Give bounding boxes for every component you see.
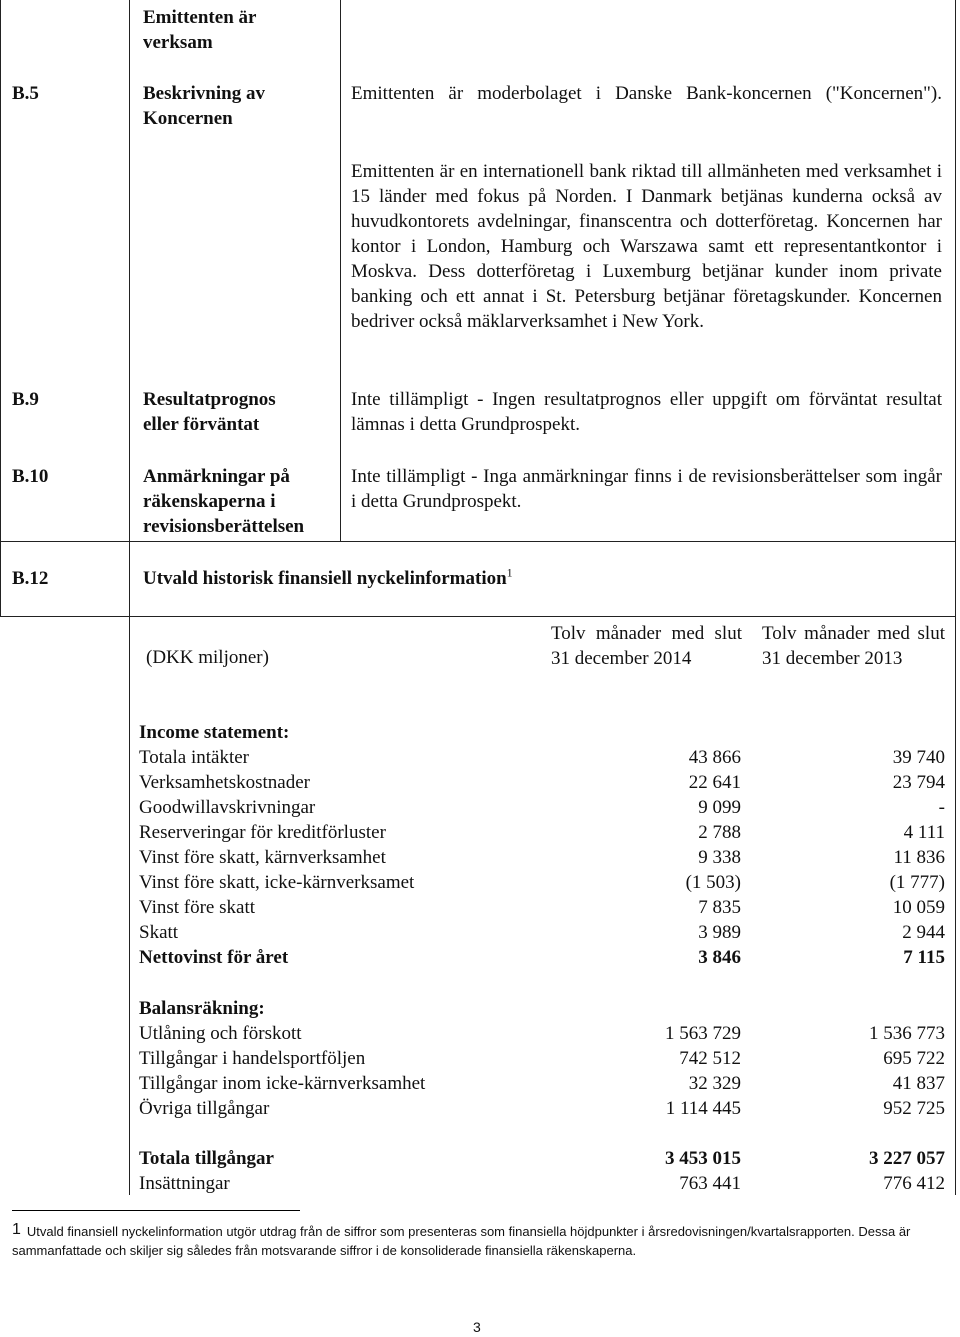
value-2013: 1 536 773 bbox=[869, 1023, 945, 1044]
row-label: Totala tillgångar bbox=[139, 1148, 274, 1169]
table-row bbox=[139, 820, 945, 845]
row-label: Övriga tillgångar bbox=[139, 1098, 270, 1119]
table-row bbox=[139, 745, 945, 770]
code-column-divider bbox=[129, 0, 130, 541]
b5-paragraph-1: Emittenten är moderbolaget i Danske Bank-koncernen ("Koncernen"). bbox=[351, 83, 942, 104]
section-code-b9: B.9 bbox=[12, 389, 39, 410]
value-2013: 3 227 057 bbox=[869, 1148, 945, 1169]
value-2014: 2 788 bbox=[698, 822, 741, 843]
value-2014: 32 329 bbox=[688, 1073, 741, 1094]
row-label: Tillgångar i handelsportföljen bbox=[139, 1048, 366, 1069]
title-column-divider bbox=[340, 0, 341, 541]
table-row bbox=[139, 1046, 945, 1071]
row-label: Reserveringar för kreditförluster bbox=[139, 822, 386, 843]
section-title-b9: Resultatprognos eller förväntat bbox=[143, 389, 276, 435]
table-row bbox=[139, 945, 945, 970]
table-row bbox=[139, 920, 945, 945]
b9-paragraph: Inte tillämpligt - Ingen resultatprognos eller uppgift om förväntat resultat lämnas i detta Grundprospekt. bbox=[351, 389, 942, 435]
row-label: Vinst före skatt, kärnverksamhet bbox=[139, 847, 386, 868]
value-2013: - bbox=[938, 797, 945, 818]
table-row bbox=[139, 1021, 945, 1046]
row-label: Tillgångar inom icke-kärnverksamhet bbox=[139, 1073, 426, 1094]
value-2013: 776 412 bbox=[883, 1173, 945, 1194]
section-code-b10: B.10 bbox=[12, 466, 49, 487]
row-label: Goodwillavskrivningar bbox=[139, 797, 316, 818]
value-2014: 1 114 445 bbox=[665, 1098, 741, 1119]
value-2014: 43 866 bbox=[688, 747, 741, 768]
b10-paragraph: Inte tillämpligt - Inga anmärkningar finns i de revisionsberättelser som ingår i detta Grundprospekt. bbox=[351, 466, 942, 512]
table-row bbox=[139, 795, 945, 820]
row-label: Totala intäkter bbox=[139, 747, 249, 768]
value-2013: 695 722 bbox=[883, 1048, 945, 1069]
value-2013: 2 944 bbox=[902, 922, 945, 943]
footnote bbox=[12, 1222, 912, 1260]
row-label: Utlåning och förskott bbox=[139, 1023, 302, 1044]
table-row bbox=[139, 870, 945, 895]
income-statement-heading: Income statement: bbox=[139, 722, 290, 743]
value-2013: 7 115 bbox=[903, 947, 945, 968]
value-2013: 952 725 bbox=[883, 1098, 945, 1119]
row-label: Vinst före skatt, icke-kärnverksamet bbox=[139, 872, 415, 893]
section-title-b12: Utvald historisk finansiell nyckelinformation$^1$ bbox=[143, 565, 513, 589]
value-2014: 3 846 bbox=[698, 947, 741, 968]
value-2013: 4 111 bbox=[903, 822, 945, 843]
value-2014: 9 099 bbox=[698, 797, 741, 818]
section-title-verksam: Emittenten är verksam bbox=[143, 7, 257, 53]
table-row bbox=[139, 1146, 945, 1171]
value-2013: 39 740 bbox=[892, 747, 945, 768]
value-2014: 7 835 bbox=[698, 897, 741, 918]
footnote-number: 1 bbox=[12, 1221, 21, 1238]
section-code-b5: B.5 bbox=[12, 83, 39, 104]
value-2013: (1 777) bbox=[889, 872, 945, 893]
unit-label: (DKK miljoner) bbox=[146, 647, 269, 668]
row-label: Vinst före skatt bbox=[139, 897, 256, 918]
footnote-text: Utvald finansiell nyckelinformation utgör utdrag från de siffror som presenteras som finansiella höjdpunkter i årsredovisningen/kvartalsrapporten. Dessa är sammanfattade och skiljer sig således från motsvarande siffror i de konsoliderade finansiella räkenskaperna. bbox=[12, 1224, 911, 1258]
value-2014: 742 512 bbox=[679, 1048, 741, 1069]
value-2013: 10 059 bbox=[892, 897, 945, 918]
footnote-ref: 1 bbox=[506, 565, 513, 580]
table-row bbox=[139, 1171, 945, 1196]
page-number: 3 bbox=[473, 1319, 481, 1335]
row-label: Nettovinst för året bbox=[139, 947, 289, 968]
value-2014: 1 563 729 bbox=[665, 1023, 741, 1044]
section-divider bbox=[0, 541, 956, 542]
row-label: Insättningar bbox=[139, 1173, 230, 1194]
footnote-separator bbox=[12, 1210, 300, 1211]
row-label: Skatt bbox=[139, 922, 179, 943]
b5-paragraph-2: Emittenten är en internationell bank riktad till allmänheten med verksamhet i 15 länder med fokus på Norden. I Danmark betjänas kunderna också av huvudkontorets avdelningar, finanscentra och dotterföretag. Koncernen har kontor i London, Hamburg och Warszawa samt ett representantkontor i Moskva. Dess dotterföretag i Luxemburg betjänar kunder inom private banking och ett annat i St. Petersburg betjänar företagskunder. Koncernen bedriver också mäklarverksamhet i New York. bbox=[351, 161, 942, 332]
table-border-right bbox=[955, 0, 956, 617]
section-code-b12: B.12 bbox=[12, 568, 49, 589]
table-row bbox=[139, 895, 945, 920]
value-2014: 3 989 bbox=[698, 922, 741, 943]
row-label: Verksamhetskostnader bbox=[139, 772, 310, 793]
value-2014: 763 441 bbox=[679, 1173, 741, 1194]
financial-table-left-border bbox=[129, 541, 130, 1195]
section-title-b5: Beskrivning av Koncernen bbox=[143, 83, 265, 129]
value-2014: 9 338 bbox=[698, 847, 741, 868]
value-2014: 3 453 015 bbox=[665, 1148, 741, 1169]
column-header-2013: Tolv månader med slut 31 december 2013 bbox=[762, 623, 945, 669]
table-border-left bbox=[0, 0, 1, 617]
value-2013: 11 836 bbox=[893, 847, 945, 868]
section-title-b10: Anmärkningar på räkenskaperna i revisionsberättelsen bbox=[143, 466, 305, 537]
column-header-2014: Tolv månader med slut 31 december 2014 bbox=[551, 623, 742, 669]
value-2013: 41 837 bbox=[892, 1073, 945, 1094]
financial-table-right-border bbox=[955, 616, 956, 1195]
value-2014: 22 641 bbox=[688, 772, 741, 793]
table-row bbox=[139, 1096, 945, 1121]
table-row bbox=[139, 1071, 945, 1096]
table-row bbox=[139, 845, 945, 870]
table-row bbox=[139, 770, 945, 795]
financial-table-top-border bbox=[0, 616, 956, 617]
value-2014: (1 503) bbox=[685, 872, 741, 893]
value-2013: 23 794 bbox=[892, 772, 945, 793]
balance-sheet-heading: Balansräkning: bbox=[139, 998, 265, 1019]
